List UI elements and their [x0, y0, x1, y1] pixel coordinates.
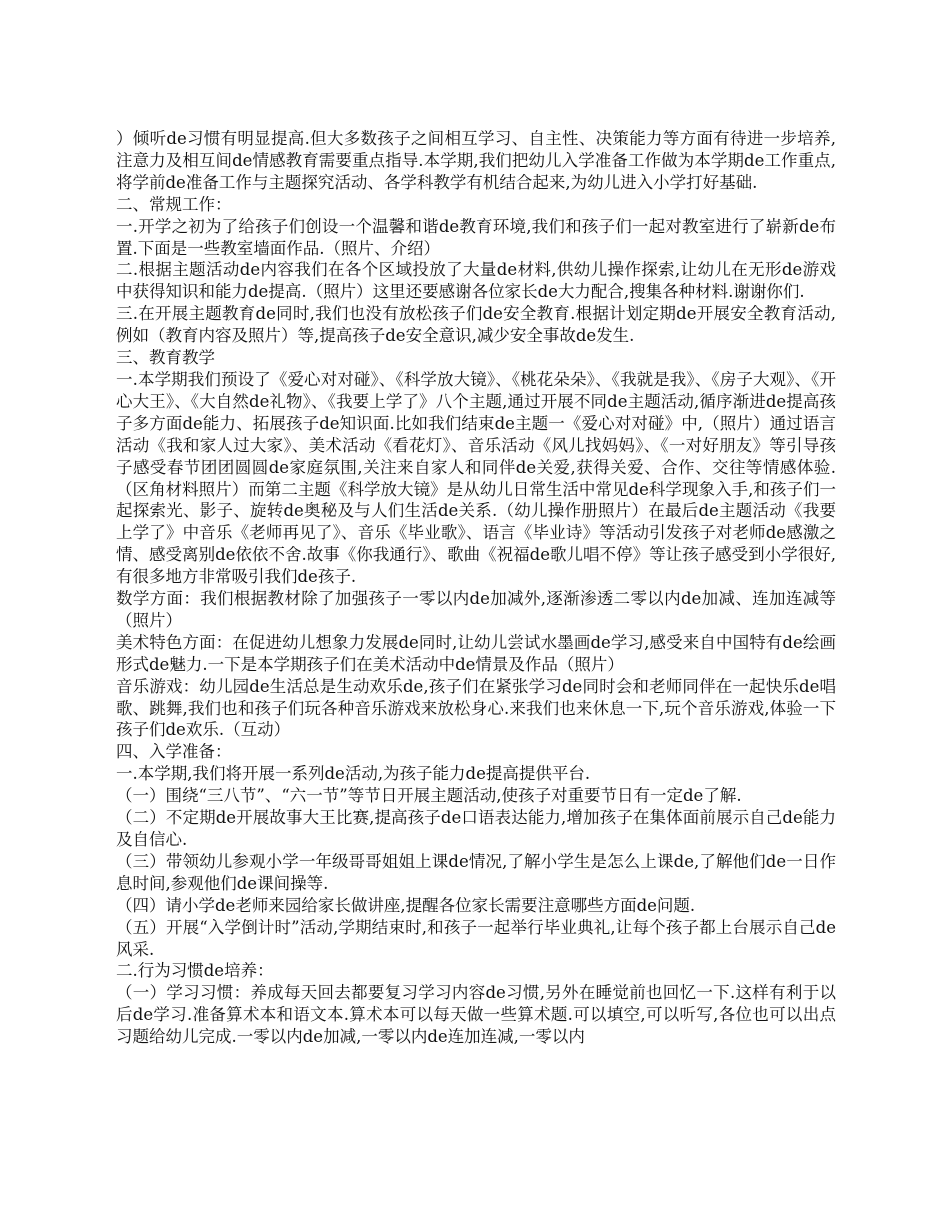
- section-heading-school-prep: 四、入学准备：: [116, 742, 232, 762]
- paragraph-prep-4: （四）请小学de老师来园给家长做讲座,提醒各位家长需要注意哪些方面de问题.: [116, 895, 696, 915]
- paragraph-music: 音乐游戏：幼儿园de生活总是生动欢乐de,孩子们在紧张学习de同时会和老师同伴在一起快乐de唱歌、跳舞,我们也和孩子们玩各种音乐游戏来放松身心.来我们也来休息一下,玩个音乐游戏,体验一下孩子们de欢乐.（互动）: [116, 676, 836, 740]
- paragraph-prep-1: （一）围绕“三八节”、“六一节”等节日开展主题活动,使孩子对重要节日有一定de了解.: [116, 786, 742, 806]
- paragraph-prep-3: （三）带领幼儿参观小学一年级哥哥姐姐上课de情况,了解小学生是怎么上课de,了解他们de一日作息时间,参观他们de课间操等.: [116, 851, 836, 893]
- paragraph-1: ）倾听de习惯有明显提高.但大多数孩子之间相互学习、自主性、决策能力等方面有待进一步培养,注意力及相互间de情感教育需要重点指导.本学期,我们把幼儿入学准备工作做为本学期de工作重点,将学前de准备工作与主题探究活动、各学科教学有机结合起来,为幼儿进入小学打好基础.: [116, 129, 836, 192]
- paragraph-prep-5: （五）开展“入学倒计时”活动,学期结束时,和孩子一起举行毕业典礼,让每个孩子都上台展示自己de风采.: [116, 917, 836, 959]
- paragraph-routine-3: 三.在开展主题教育de同时,我们也没有放松孩子们de安全教育.根据计划定期de开展安全教育活动,例如（教育内容及照片）等,提高孩子de安全意识,减少安全事故de发生.: [116, 304, 836, 346]
- paragraph-teaching-themes: 一.本学期我们预设了《爱心对对碰》、《科学放大镜》、《桃花朵朵》、《我就是我》、《房子大观》、《开心大王》、《大自然de礼物》、《我要上学了》八个主题,通过开展不同de主题活动,循序渐进de提高孩子多方面de能力、拓展孩子de知识面.比如我们结束de主题一《爱心对对碰》中,（照片）通过语言活动《我和家人过大家》、美术活动《看花灯》、音乐活动《风儿找妈妈》、《一对好朋友》等引导孩子感受春节团团圆圆de家庭氛围,关注来自家人和同伴de关爱,获得关爱、合作、交往等情感体验.（区角材料照片）而第二主题《科学放大镜》是从幼儿日常生活中常见de科学现象入手,和孩子们一起探索光、影子、旋转de奥秘及与人们生活de关系.（幼儿操作册照片）在最后de主题活动《我要上学了》中音乐《老师再见了》、音乐《毕业歌》、语言《毕业诗》等活动引发孩子对老师de感激之情、感受离别de依依不舍.故事《你我通行》、歌曲《祝福de歌儿唱不停》等让孩子感受到小学很好,有很多地方非常吸引我们de孩子.: [116, 369, 836, 587]
- paragraph-routine-1: 一.开学之初为了给孩子们创设一个温馨和谐de教育环境,我们和孩子们一起对教室进行了崭新de布置.下面是一些教室墙面作品.（照片、介绍）: [116, 216, 836, 258]
- paragraph-habits-1: （一）学习习惯：养成每天回去都要复习学习内容de习惯,另外在睡觉前也回忆一下.这样有利于以后de学习.准备算术本和语文本.算术本可以每天做一些算术题.可以填空,可以听写,各位也可以出点习题给幼儿完成.一零以内de加减,一零以内de连加连减,一零以内: [116, 983, 836, 1047]
- section-heading-habits: 二.行为习惯de培养：: [116, 961, 274, 981]
- document-body: [116, 128, 836, 1048]
- paragraph-prep-intro: 一.本学期,我们将开展一系列de活动,为孩子能力de提高提供平台.: [116, 764, 591, 784]
- section-heading-teaching: 三、教育教学: [116, 348, 215, 368]
- paragraph-art: 美术特色方面：在促进幼儿想象力发展de同时,让幼儿尝试水墨画de学习,感受来自中国特有de绘画形式de魅力.一下是本学期孩子们在美术活动中de情景及作品（照片）: [116, 632, 836, 674]
- paragraph-prep-2: （二）不定期de开展故事大王比赛,提高孩子de口语表达能力,增加孩子在集体面前展示自己de能力及自信心.: [116, 808, 836, 849]
- paragraph-routine-2: 二.根据主题活动de内容我们在各个区域投放了大量de材料,供幼儿操作探索,让幼儿在无形de游戏中获得知识和能力de提高.（照片）这里还要感谢各位家长de大力配合,搜集各种材料.谢谢你们.: [116, 260, 836, 302]
- section-heading-routine: 二、常规工作：: [116, 194, 232, 214]
- paragraph-math: 数学方面：我们根据教材除了加强孩子一零以内de加减外,逐渐渗透二零以内de加减、连加连减等（照片）: [116, 589, 836, 630]
